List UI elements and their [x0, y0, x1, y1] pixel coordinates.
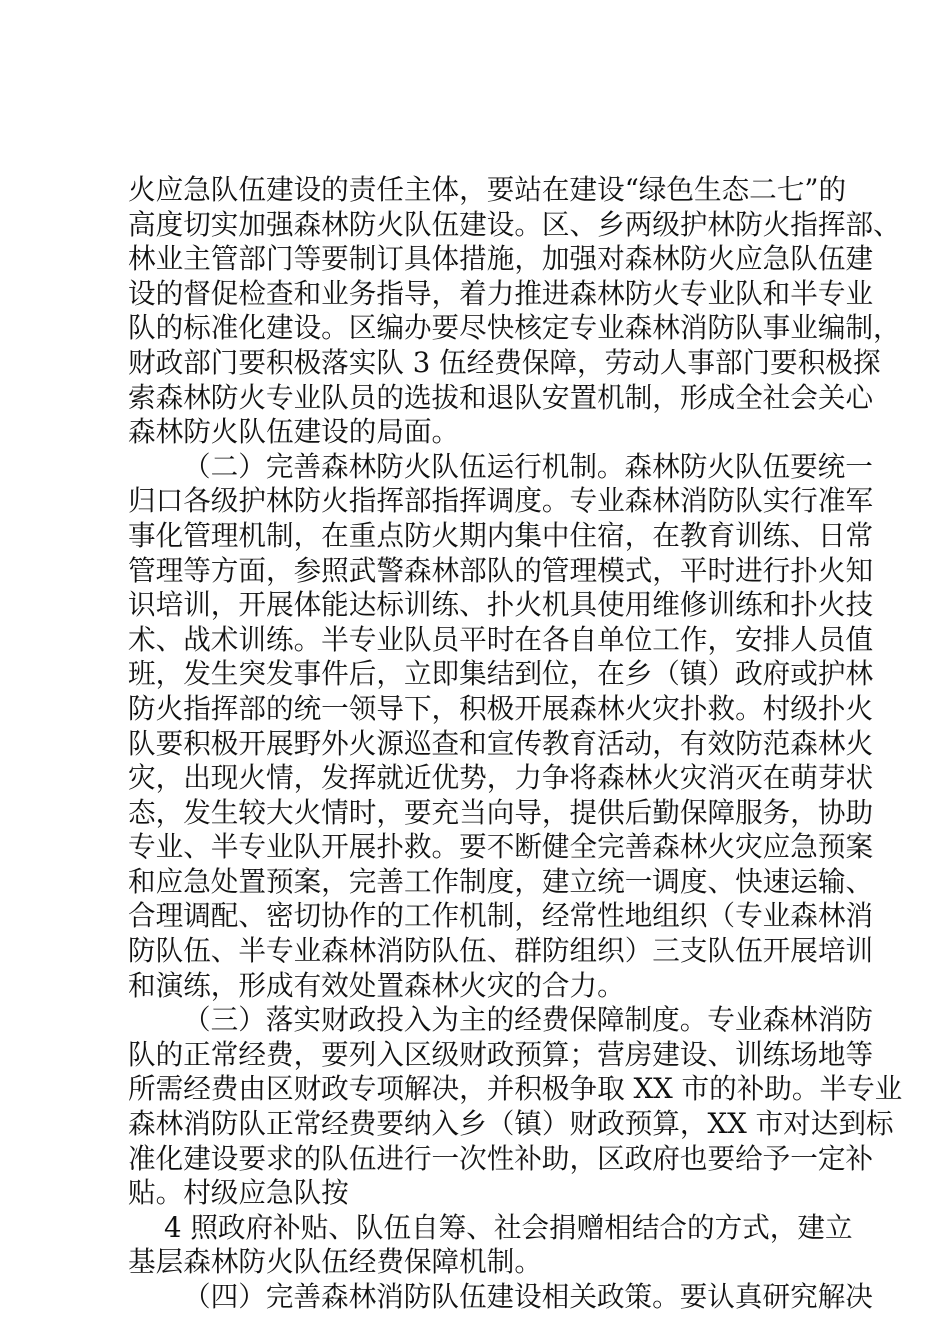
text-line: 管理等方面，参照武警森林部队的管理模式，平时进行扑火知: [128, 553, 874, 587]
paragraph-2: [128, 449, 874, 1004]
text-line: 财政部门要积极落实队 3 伍经费保障，劳动人事部门要积极探: [128, 345, 881, 379]
paragraph-1: [128, 173, 901, 450]
text-line: 事化管理机制，在重点防火期内集中住宿，在教育训练、日常: [128, 518, 874, 552]
text-line: 和演练，形成有效处置森林火灾的合力。: [128, 968, 625, 1002]
text-line: 火应急队伍建设的责任主体，要站在建设“绿色生态二七”的: [128, 173, 847, 206]
text-line: 防火指挥部的统一领导下，积极开展森林火灾扑救。村级扑火: [128, 691, 874, 725]
text-line: （二）完善森林防火队伍运行机制。森林防火队伍要统一: [183, 449, 873, 483]
text-line: 准化建设要求的队伍进行一次性补助，区政府也要给予一定补: [128, 1141, 874, 1175]
text-line: 班，发生突发事件后，立即集结到位，在乡（镇）政府或护林: [128, 657, 874, 691]
paragraph-5: [128, 1280, 873, 1315]
text-line: 森林防火队伍建设的局面。: [128, 415, 460, 449]
text-line: 林业主管部门等要制订具体措施，加强对森林防火应急队伍建: [128, 242, 874, 276]
text-line: 专业、半专业队开展扑救。要不断健全完善森林火灾应急预案: [128, 830, 874, 864]
text-line: 队的正常经费，要列入区级财政预算；营房建设、训练场地等: [128, 1037, 874, 1071]
text-line: 灾，出现火情，发挥就近优势，力争将森林火灾消灭在萌芽状: [128, 761, 874, 795]
text-line: 归口各级护林防火指挥部指挥调度。专业森林消防队实行准军: [128, 484, 874, 518]
paragraph-3: [128, 1003, 903, 1211]
text-line: 队的标准化建设。区编办要尽快核定专业森林消防队事业编制，: [128, 311, 901, 345]
text-line: 防队伍、半专业森林消防队伍、群防组织）三支队伍开展培训: [128, 934, 874, 968]
text-line: （三）落实财政投入为主的经费保障制度。专业森林消防: [183, 1003, 873, 1037]
text-line: 合理调配、密切协作的工作机制，经常性地组织（专业森林消: [128, 899, 874, 933]
text-line: 森林消防队正常经费要纳入乡（镇）财政预算，XX 市对达到标: [128, 1107, 894, 1141]
text-line: 态，发生较大火情时，要充当向导，提供后勤保障服务，协助: [128, 795, 874, 829]
text-line: 索森林防火专业队员的选拔和退队安置机制，形成全社会关心: [128, 380, 874, 414]
text-line: 术、战术训练。半专业队员平时在各自单位工作，安排人员值: [128, 622, 874, 656]
text-line: （四）完善森林消防队伍建设相关政策。要认真研究解决: [183, 1280, 873, 1313]
text-line: 队要积极开展野外火源巡查和宣传教育活动，有效防范森林火: [128, 726, 874, 760]
document-body: [128, 173, 903, 1315]
paragraph-4: [128, 1210, 853, 1280]
text-line: 高度切实加强森林防火队伍建设。区、乡两级护林防火指挥部、: [128, 207, 901, 241]
text-line: 和应急处置预案，完善工作制度，建立统一调度、快速运输、: [128, 864, 874, 898]
text-line: 所需经费由区财政专项解决，并积极争取 XX 市的补助。半专业: [128, 1072, 903, 1106]
text-line: 设的督促检查和业务指导，着力推进森林防火专业队和半专业: [128, 276, 874, 310]
text-line: 4 照政府补贴、队伍自筹、社会捐赠相结合的方式，建立: [164, 1210, 853, 1244]
text-line: 识培训，开展体能达标训练、扑火机具使用维修训练和扑火技: [128, 588, 874, 622]
text-line: 基层森林防火队伍经费保障机制。: [128, 1245, 542, 1279]
text-line: 贴。村级应急队按: [128, 1176, 349, 1210]
